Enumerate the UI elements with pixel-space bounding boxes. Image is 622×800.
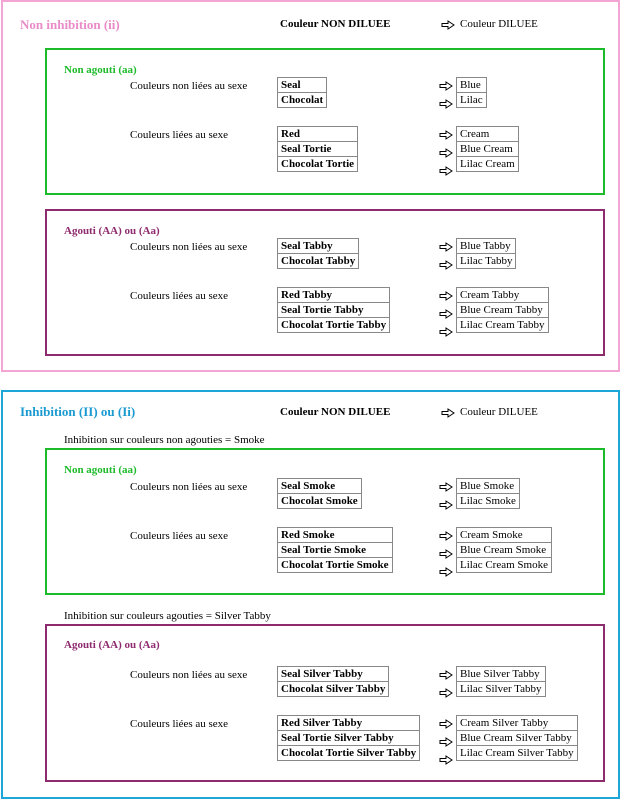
non-agouti-title-1: Non agouti (aa) [64,64,137,76]
color-cell: Seal Tortie [278,142,358,157]
non-dilue-table [277,287,390,333]
color-cell: Chocolat Smoke [278,494,362,509]
header-non-dilue-1: Couleur NON DILUEE [280,18,391,30]
color-cell: Lilac Tabby [457,254,516,269]
agouti-title-1: Agouti (AA) ou (Aa) [64,225,160,237]
right-arrow-icon [439,500,453,510]
color-cell: Chocolat Tabby [278,254,359,269]
non-sex-label: Couleurs non liées au sexe [130,481,248,493]
color-cell: Red Tabby [278,288,390,303]
color-cell: Lilac Cream Silver Tabby [457,746,578,761]
agouti-title-2: Agouti (AA) ou (Aa) [64,639,160,651]
header-dilue-1: Couleur DILUEE [460,18,538,30]
color-cell: Blue Cream Tabby [457,303,549,318]
color-cell: Lilac Silver Tabby [457,682,546,697]
dilue-table [456,527,552,573]
non-dilue-table [277,666,389,697]
silver-note: Inhibition sur couleurs agouties = Silver Tabby [64,610,271,622]
header-non-dilue-2: Couleur NON DILUEE [280,406,391,418]
color-cell: Red [278,127,358,142]
color-cell: Blue Cream [457,142,519,157]
right-arrow-icon [439,130,453,140]
sex-label: Couleurs liées au sexe [130,530,229,542]
non-sex-label: Couleurs non liées au sexe [130,669,248,681]
right-arrow-icon [439,99,453,109]
dilue-table [456,478,520,509]
color-cell: Lilac Cream Tabby [457,318,549,333]
right-arrow-icon [439,327,453,337]
section2-title: Inhibition (II) ou (Ii) [20,404,136,419]
color-cell: Cream Smoke [457,528,552,543]
right-arrow-icon [439,482,453,492]
color-cell: Blue Smoke [457,479,520,494]
right-arrow-icon [439,549,453,559]
color-cell: Chocolat Tortie Smoke [278,558,393,573]
dilue-table [456,287,549,333]
color-cell: Chocolat Tortie [278,157,358,172]
color-cell: Red Smoke [278,528,393,543]
color-cell: Blue Tabby [457,239,516,254]
dilue-table [456,126,519,172]
non-sex-label: Couleurs non liées au sexe [130,80,248,92]
color-cell: Seal Tabby [278,239,359,254]
non-dilue-table [277,715,420,761]
right-arrow-icon [439,166,453,176]
color-cell: Cream [457,127,519,142]
color-cell: Chocolat Tortie Tabby [278,318,390,333]
color-cell: Chocolat Silver Tabby [278,682,389,697]
right-arrow-icon [441,408,455,418]
color-cell: Lilac Smoke [457,494,520,509]
color-cell: Blue Silver Tabby [457,667,546,682]
non-sex-label: Couleurs non liées au sexe [130,241,248,253]
right-arrow-icon [439,531,453,541]
non-dilue-table [277,238,359,269]
right-arrow-icon [439,309,453,319]
color-cell: Seal Smoke [278,479,362,494]
color-cell: Seal Tortie Tabby [278,303,390,318]
right-arrow-icon [439,242,453,252]
dilue-table [456,715,578,761]
sex-label: Couleurs liées au sexe [130,129,229,141]
color-cell: Cream Silver Tabby [457,716,578,731]
color-cell: Lilac Cream [457,157,519,172]
right-arrow-icon [439,148,453,158]
smoke-note: Inhibition sur couleurs non agouties = Smoke [64,434,265,446]
color-cell: Lilac [457,93,487,108]
right-arrow-icon [439,81,453,91]
dilue-table [456,238,516,269]
non-agouti-title-2: Non agouti (aa) [64,464,137,476]
right-arrow-icon [439,688,453,698]
right-arrow-icon [439,670,453,680]
dilue-table [456,666,546,697]
color-cell: Seal Tortie Smoke [278,543,393,558]
right-arrow-icon [439,567,453,577]
color-cell: Chocolat [278,93,327,108]
right-arrow-icon [439,755,453,765]
color-cell: Cream Tabby [457,288,549,303]
non-dilue-table [277,77,327,108]
color-cell: Red Silver Tabby [278,716,420,731]
color-cell: Seal Tortie Silver Tabby [278,731,420,746]
color-cell: Chocolat Tortie Silver Tabby [278,746,420,761]
dilue-table [456,77,487,108]
non-dilue-table [277,478,362,509]
header-dilue-2: Couleur DILUEE [460,406,538,418]
right-arrow-icon [439,719,453,729]
color-cell: Seal [278,78,327,93]
color-cell: Lilac Cream Smoke [457,558,552,573]
non-dilue-table [277,527,393,573]
right-arrow-icon [439,291,453,301]
right-arrow-icon [439,737,453,747]
sex-label: Couleurs liées au sexe [130,718,229,730]
color-cell: Blue Cream Silver Tabby [457,731,578,746]
non-dilue-table [277,126,358,172]
color-cell: Blue Cream Smoke [457,543,552,558]
color-cell: Seal Silver Tabby [278,667,389,682]
sex-label: Couleurs liées au sexe [130,290,229,302]
section1-title: Non inhibition (ii) [20,17,120,32]
right-arrow-icon [441,20,455,30]
color-cell: Blue [457,78,487,93]
right-arrow-icon [439,260,453,270]
